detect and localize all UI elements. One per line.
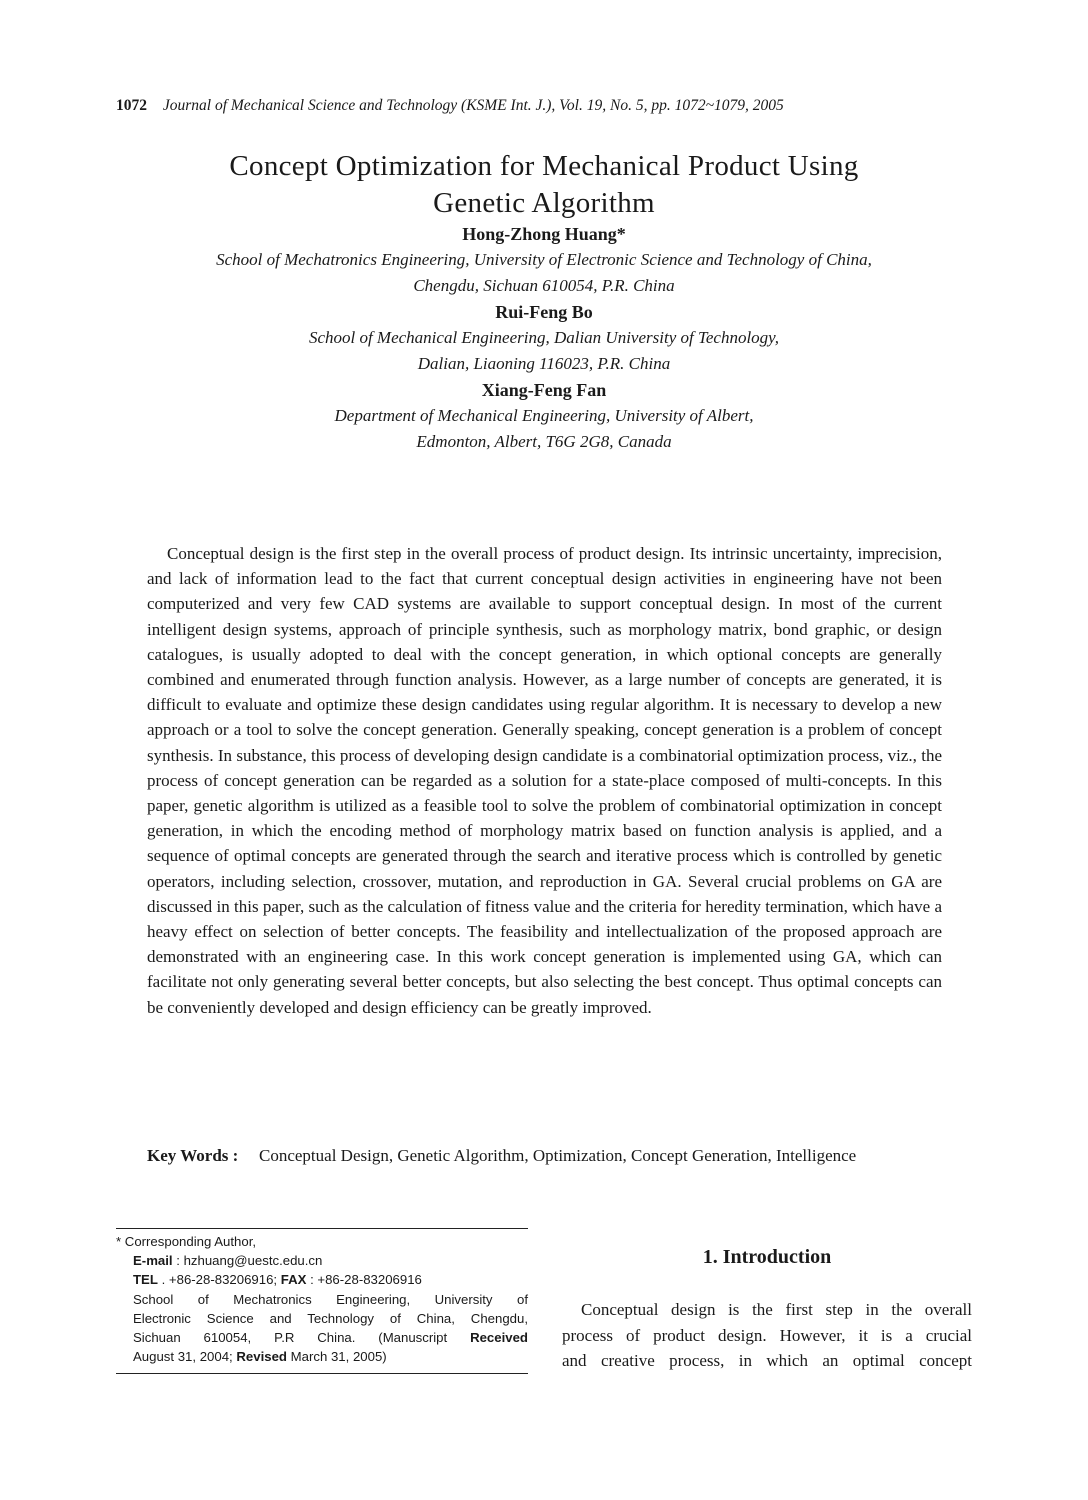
revised-label: Revised	[236, 1349, 287, 1365]
paper-title	[0, 148, 1088, 222]
introduction-text	[562, 1297, 972, 1374]
running-head	[116, 97, 784, 115]
keywords-label: Key Words :	[147, 1146, 239, 1165]
author-affiliation: Edmonton, Albert, T6G 2G8, Canada	[416, 432, 672, 451]
email-line	[116, 1251, 528, 1270]
intro-line: process of product design. However, it is a crucial	[562, 1325, 972, 1345]
footnote	[116, 1232, 528, 1366]
author-block	[0, 221, 1088, 455]
email-value: : hzhuang@uestc.edu.cn	[172, 1253, 323, 1269]
address-line: Electronic Science and Technology of China, Chengdu,	[133, 1310, 528, 1326]
author-affiliation: Department of Mechanical Engineering, University of Albert,	[334, 406, 754, 425]
email-label: E-mail	[133, 1253, 173, 1269]
section-heading: 1. Introduction	[702, 1246, 832, 1268]
author-name: Xiang-Feng Fan	[481, 380, 607, 400]
author-affiliation: Dalian, Liaoning 116023, P.R. China	[417, 354, 671, 373]
tel-label: TEL	[133, 1272, 158, 1288]
phone-line	[116, 1270, 528, 1289]
address-line: August 31, 2004; Revised March 31, 2005)	[133, 1349, 387, 1365]
author-affiliation: School of Mechanical Engineering, Dalian University of Technology,	[308, 328, 780, 347]
title-line-1: Concept Optimization for Mechanical Product Using	[229, 150, 859, 182]
address-line: School of Mechatronics Engineering, University of	[133, 1291, 528, 1307]
keywords-text: Conceptual Design, Genetic Algorithm, Optimization, Concept Generation, Intelligence	[259, 1146, 857, 1165]
intro-line: and creative process, in which an optimal concept	[562, 1351, 972, 1370]
title-line-2: Genetic Algorithm	[433, 187, 655, 219]
author-affiliation: School of Mechatronics Engineering, University of Electronic Science and Technology of China,	[216, 250, 872, 269]
author-name: Rui-Feng Bo	[495, 302, 593, 322]
journal-citation: Journal of Mechanical Science and Technology (KSME Int. J.), Vol. 19, No. 5, pp. 1072~1079, 2005	[162, 97, 784, 114]
author-name: Hong-Zhong Huang*	[462, 224, 626, 244]
page-number: 1072	[116, 97, 147, 114]
intro-line: Conceptual design is the first step in the overall	[581, 1300, 972, 1319]
fax-value: : +86-28-83206916	[306, 1272, 422, 1288]
keywords	[147, 1143, 947, 1168]
footnote-rule	[116, 1373, 528, 1374]
corresponding-author-note: * Corresponding Author,	[116, 1234, 257, 1249]
footnote-rule	[116, 1228, 528, 1229]
fax-label: FAX	[280, 1272, 307, 1288]
author-affiliation: Chengdu, Sichuan 610054, P.R. China	[413, 276, 675, 295]
address-line: Sichuan 610054, P.R China. (Manuscript Received	[133, 1330, 528, 1346]
tel-value: . +86-28-83206916;	[157, 1272, 281, 1288]
abstract: Conceptual design is the first step in the overall process of product design. Its intrinsic uncertainty, imprecision, and lack of information lead to the fact that current conceptual design activities in engineering have not been computerized and very few CAD systems are available to support conceptual design. In most of the current intelligent design systems, approach of principle synthesis, such as morphology matrix, bond graphic, or design catalogues, is usually adopted to deal with the concept generation, in which optional concepts are generally combined and enumerated through function analysis. However, as a large number of concepts are generated, it is difficult to evaluate and optimize these design candidates using regular algorithm. It is necessary to develop a new approach or a tool to solve the concept generation. Generally speaking, concept generation is a problem of concept synthesis. In substance, this process of developing design candidate is a combinatorial optimization process, viz., the process of concept generation can be regarded as a solution for a state-place composed of multi-concepts. In this paper, genetic algorithm is utilized as a feasible tool to solve the problem of combinatorial optimization in concept generation, in which the encoding method of morphology matrix based on function analysis is applied, and a sequence of optimal concepts are generated through the search and iterative process which is controlled by genetic operators, including selection, crossover, mutation, and reproduction in GA. Several crucial problems on GA are discussed in this paper, such as the calculation of fitness value and the criteria for heredity termination, which have a heavy effect on selection of better concepts. The feasibility and intellectualization of the proposed approach are demonstrated with an engineering case. In this work concept generation is implemented using GA, which can facilitate not only generating several better concepts, but also selecting the best concept. Thus optimal concepts can be conveniently developed and design efficiency can be greatly improved.	[147, 544, 942, 1017]
received-label: Received	[470, 1330, 528, 1346]
